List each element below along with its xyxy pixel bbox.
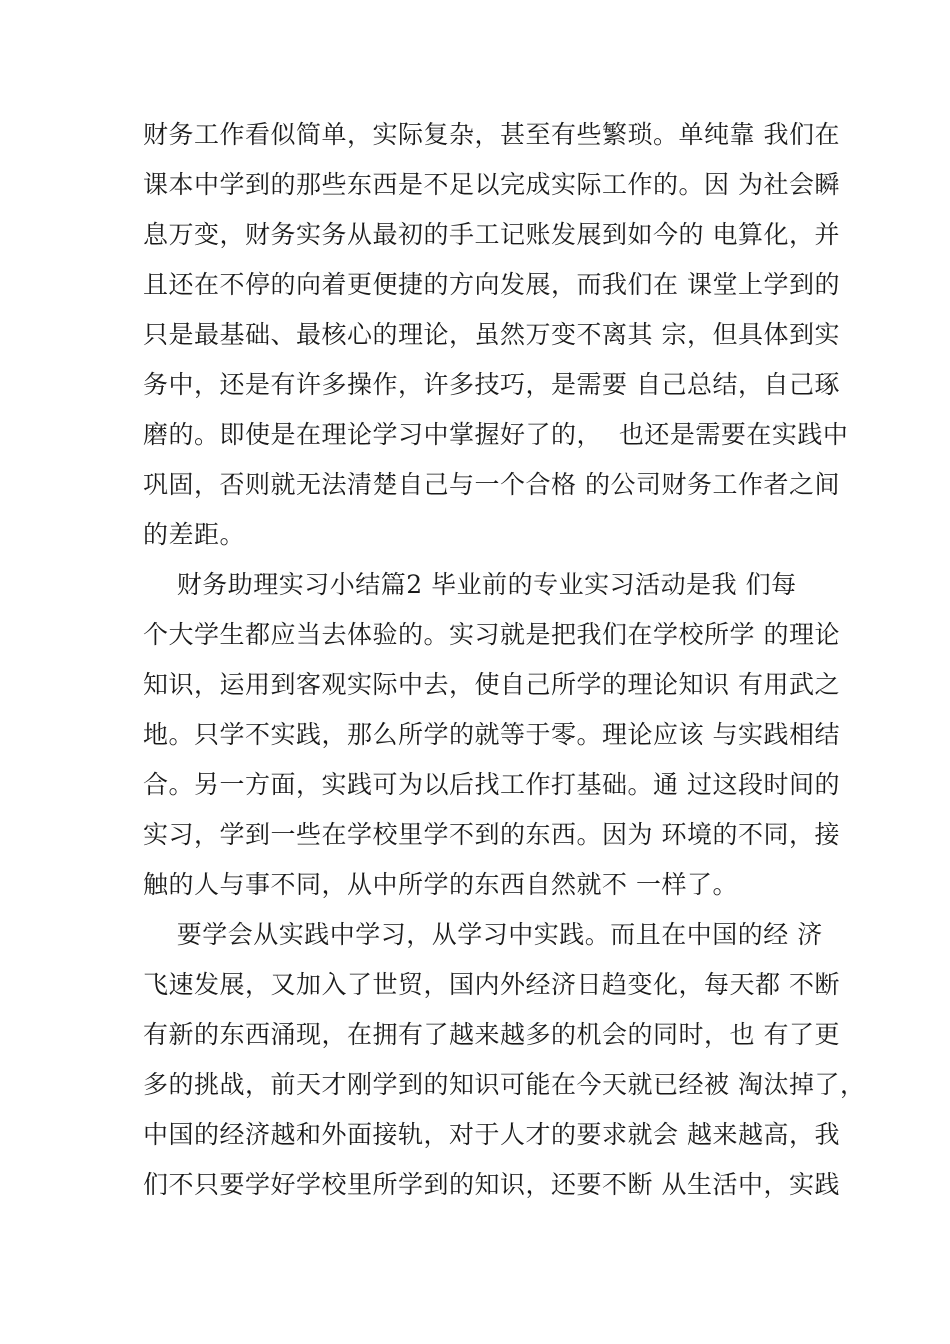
text-line: 要学会从实践中学习，从学习中实践。而且在中国的经 济 (143, 920, 823, 949)
text-line: 合。另一方面，实践可为以后找工作打基础。通 过这段时间的 (143, 770, 840, 799)
text-line: 且还在不停的向着更便捷的方向发展，而我们在 课堂上学到的 (143, 270, 840, 299)
text-line: 巩固，否则就无法清楚自己与一个合格 的公司财务工作者之间 (143, 470, 840, 499)
text-line: 地。只学不实践，那么所学的就等于零。理论应该 与实践相结 (143, 720, 840, 749)
text-line: 息万变，财务实务从最初的手工记账发展到如今的 电算化，并 (143, 220, 840, 249)
text-line: 课本中学到的那些东西是不足以完成实际工作的。因 为社会瞬 (143, 170, 840, 199)
text-line: 磨的。即使是在理论学习中掌握好了的， 也还是需要在实践中 (143, 420, 849, 449)
body-text (143, 110, 866, 1210)
text-line: 财务工作看似简单，实际复杂，甚至有些繁琐。单纯靠 我们在 (143, 120, 840, 149)
text-line: 触的人与事不同，从中所学的东西自然就不 一样了。 (143, 870, 738, 899)
text-line: 个大学生都应当去体验的。实习就是把我们在学校所学 的理论 (143, 620, 840, 649)
text-line: 务中，还是有许多操作，许多技巧，是需要 自己总结，自己琢 (143, 370, 840, 399)
text-line: 有新的东西涌现，在拥有了越来越多的机会的同时，也 有了更 (143, 1020, 840, 1049)
text-line: 多的挑战，前天才刚学到的知识可能在今天就已经被 淘汰掉了， (143, 1070, 866, 1099)
text-line: 财务助理实习小结篇2 毕业前的专业实习活动是我 们每 (143, 570, 797, 599)
text-line: 只是最基础、最核心的理论，虽然万变不离其 宗，但具体到实 (143, 320, 840, 349)
text-line: 的差距。 (143, 520, 246, 549)
text-line: 中国的经济越和外面接轨，对于人才的要求就会 越来越高，我 (143, 1120, 840, 1149)
text-line: 飞速发展，又加入了世贸，国内外经济日趋变化，每天都 不断 (143, 970, 840, 999)
text-line: 们不只要学好学校里所学到的知识，还要不断 从生活中，实践 (143, 1170, 840, 1199)
text-line: 知识，运用到客观实际中去，使自己所学的理论知识 有用武之 (143, 670, 840, 699)
text-line: 实习，学到一些在学校里学不到的东西。因为 环境的不同，接 (143, 820, 840, 849)
